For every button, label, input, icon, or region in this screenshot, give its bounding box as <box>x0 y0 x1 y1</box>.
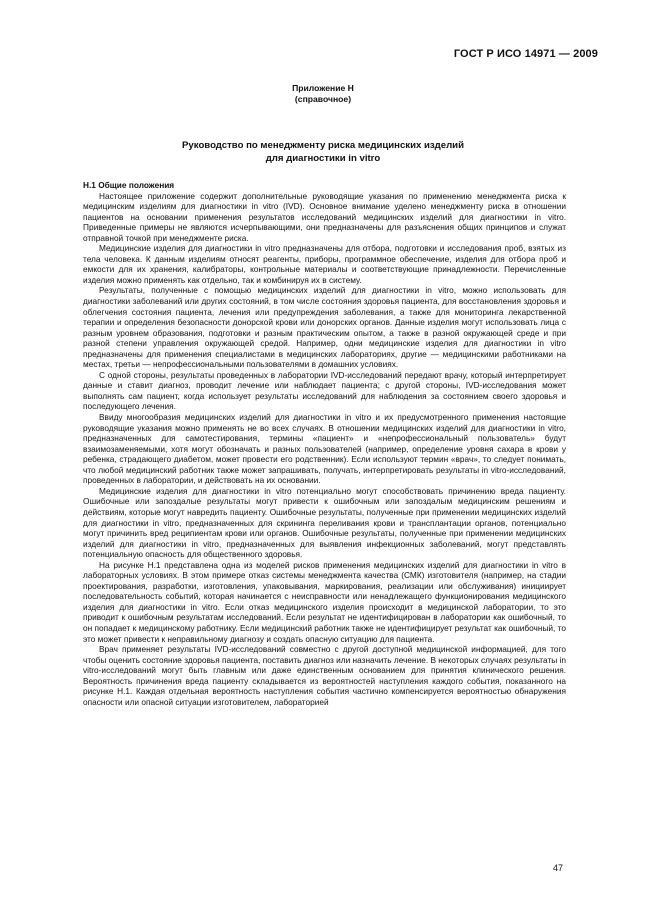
paragraph: Настоящее приложение содержит дополнительные руководящие указания по применению менеджмента риска к медицинским изделиям для диагностики in vitro (IVD). Основное внимание уделено менеджменту риска в отношении пациентов на основании применения результатов исследований медицинских изделий для диагностики in vitro. Приведенные примеры не являются исчерпывающими, они предназначены для разъяснения общих принципов и служат отправной точкой при менеджменте риска. <box>83 190 566 243</box>
annex-note: (справочное) <box>294 93 352 104</box>
paragraph: Результаты, полученные с помощью медицинских изделий для диагностики in vitro, можно использовать для диагностики заболеваний или других состояний, в том числе состояния здоровья пациента, для восстановления здоровья и облегчения состояния пациента, лечения или предупреждения заболевания, а также для мониторинга лекарственной терапии и определения безопасности донорской крови или донорских органов. Данные изделия могут использовать лица с разным уровнем образования, подготовки и разным практическим опытом, а также в разной окружающей среде и при разной степени управления окружающей средой. Например, одни медицинские изделия для диагностики in vitro предназначены для применения специалистами в медицинских лабораториях, другие — медицинскими работниками на местах, третьи — непрофессиональными пользователями в домашних условиях. <box>83 285 566 370</box>
document-title <box>0 139 646 165</box>
section-content <box>83 180 566 707</box>
annex-title: Приложение H <box>292 83 354 93</box>
paragraph: Медицинские изделия для диагностики in vitro потенциально могут способствовать причинению вреда пациенту. Ошибочные или запоздалые результаты могут привести к ошибочным или запоздалым медицинским решениям и действиям, которые могут навредить пациенту. Ошибочные результаты, полученные при применении медицинских изделий для диагностики in vitro, предназначенных для скрининга переливания крови и трансплантации органов, потенциально могут причинить вред реципиентам крови или органов. Ошибочные результаты, полученные при применении медицинских изделий для диагностики in vitro, предназначенных для выявления инфекционных заболеваний, могут представлять потенциальную опасность для общественного здоровья. <box>83 485 566 560</box>
page-number: 47 <box>552 863 563 873</box>
document-title-line-2: для диагностики in vitro <box>265 153 381 164</box>
paragraph: Врач применяет результаты IVD-исследований совместно с другой доступной медицинской информацией, для того чтобы оценить состояние здоровья пациента, поставить диагноз или назначить лечение. В некоторых случаях результаты in vitro-исследований могут быть главным или даже единственным основанием для принятия клинического решения. Вероятность причинения вреда пациенту складывается из вероятностей наступления каждого события, показанного на рисунке H.1. Каждая отдельная вероятность наступления события частично компенсируется вероятностью обнаружения опасности или опасной ситуации изготовителем, лабораторией <box>83 644 566 707</box>
document-code: ГОСТ Р ИСО 14971 — 2009 <box>453 48 598 60</box>
paragraph: Ввиду многообразия медицинских изделий для диагностики in vitro и их предусмотренного применения настоящие руководящие указания можно применять не во всех случаях. В отношении медицинских изделий для диагностики in vitro, предназначенных для самотестирования, термины «пациент» и «непрофессиональный пользователь» будут взаимозаменяемыми, хотя могут обозначать и разных пользователей (например, определение уровня сахара в крови у ребенка, страдающего диабетом, может провести его родственник). Если используют термин «врач», то следует понимать, что любой медицинский работник также может запрашивать, получать, интерпретировать результаты in vitro-исследований, проведенных в лаборатории, и действовать на их основании. <box>83 412 566 486</box>
annex-heading <box>0 83 646 104</box>
paragraph: Медицинские изделия для диагностики in vitro предназначены для отбора, подготовки и исследования проб, взятых из тела человека. К данным изделиям относят реагенты, приборы, программное обеспечение, изделия для отбора проб и емкости для их хранения, калибраторы, контрольные материалы и соответствующие принадлежности. Перечисленные изделия можно применять как отдельно, так и комбинируя их в систему. <box>83 243 566 285</box>
paragraph: С одной стороны, результаты проведенных в лаборатории IVD-исследований передают врачу, который интерпретирует данные и ставит диагноз, проводит лечение или наблюдает пациента; с другой стороны, IVD-исследования может выполнять сам пациент, когда использует результаты исследований для наблюдения за состоянием своего здоровья и последующего лечения. <box>83 369 566 412</box>
section-heading: H.1 Общие положения <box>83 180 175 190</box>
paragraph: На рисунке H.1 представлена одна из моделей рисков применения медицинских изделий для диагностики in vitro в лабораторных условиях. В этом примере отказ системы менеджмента качества (СМК) изготовителя (например, на стадии проектирования, разработки, изготовления, упаковывания, маркирования, реализации или обслуживания) инициирует последовательность событий, которая начинается с неисправности или ненадлежащего функционирования медицинского изделия для диагностики in vitro. Если отказ медицинского изделия происходит в медицинской лаборатории, то это приводит к ошибочным результатам исследований. Если результат не идентифицирован в лаборатории как ошибочный, то он попадает к медицинскому работнику. Если медицинский работник также не идентифицирует результат как ошибочный, то это может привести к неправильному диагнозу и создать опасную ситуацию для пациента. <box>83 559 566 644</box>
document-title-line-1: Руководство по менеджменту риска медицинских изделий <box>182 140 464 151</box>
